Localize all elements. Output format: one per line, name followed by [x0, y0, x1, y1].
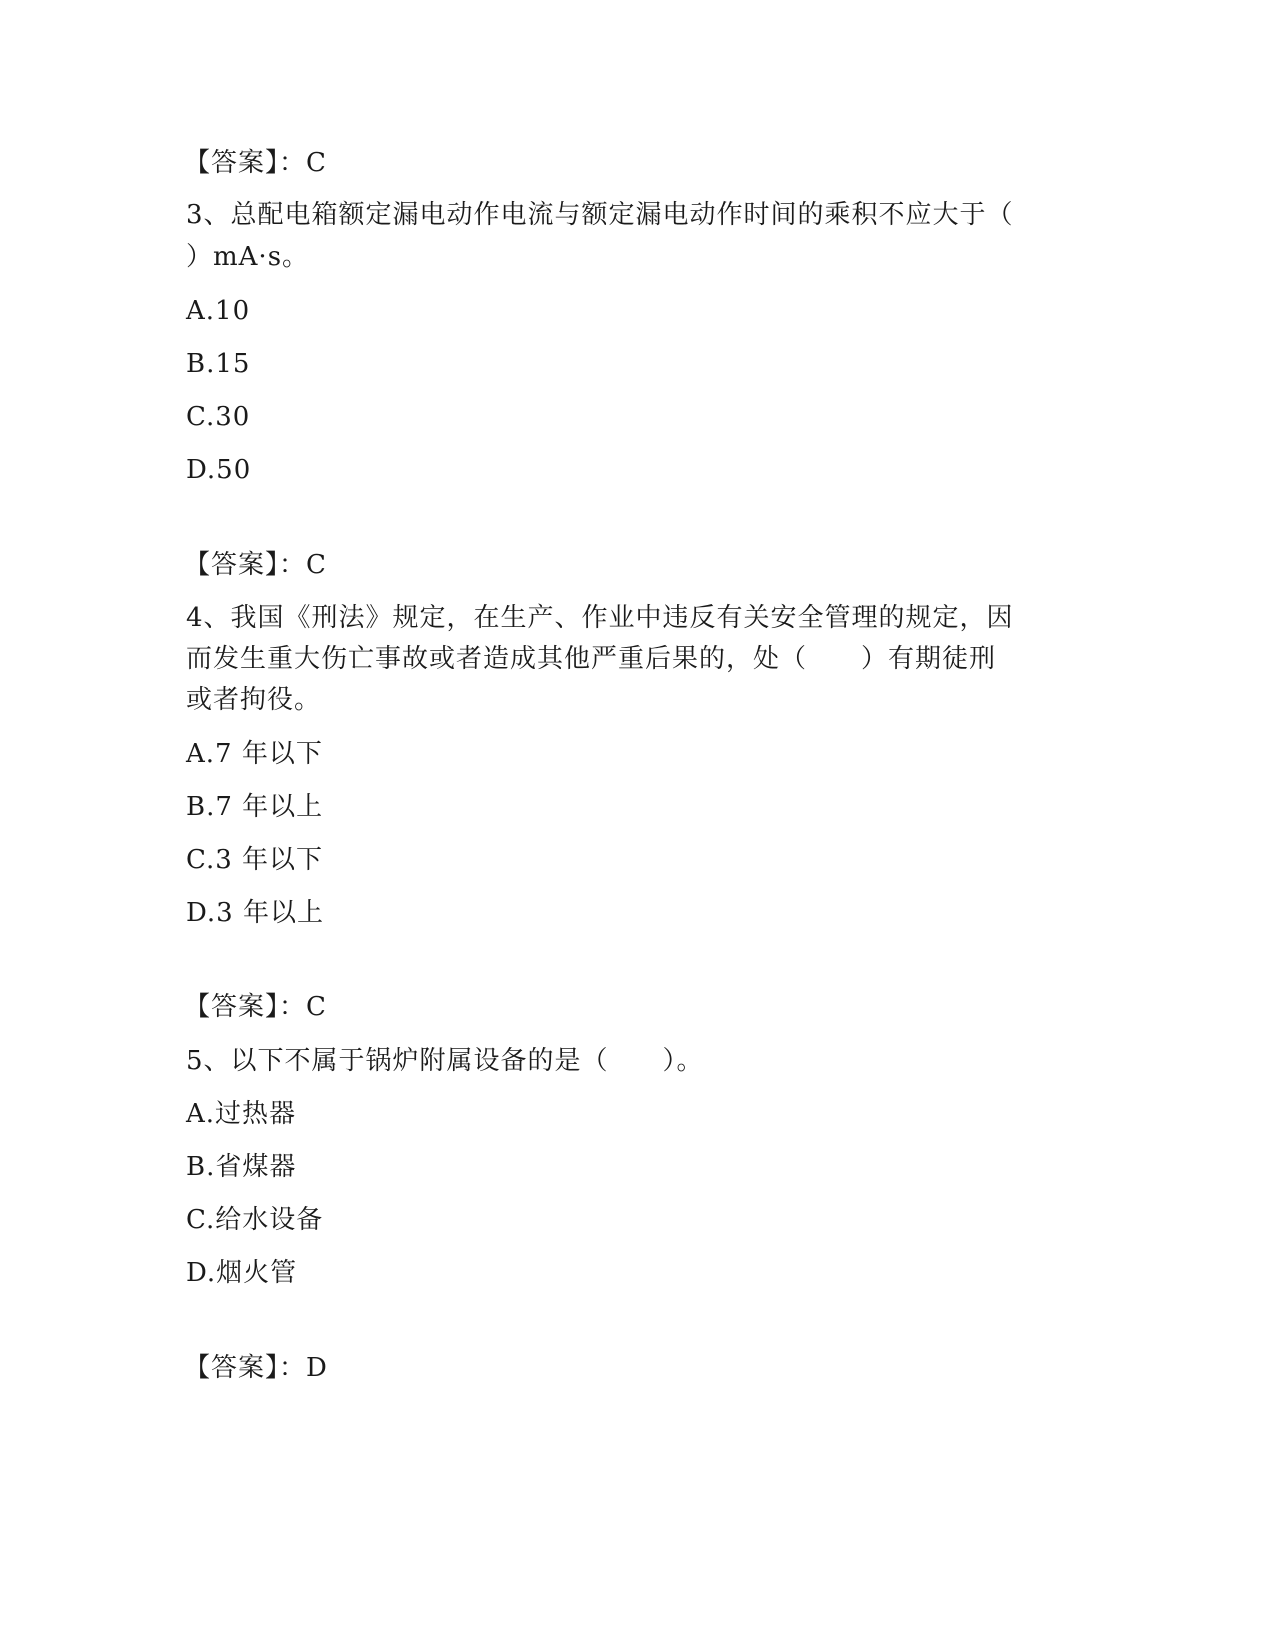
answer-value: C — [306, 992, 327, 1022]
question-5-option-a: A.过热器 — [186, 1099, 297, 1129]
answer-separator: ： — [279, 992, 307, 1022]
answer-separator: ： — [279, 550, 307, 580]
answer-value: C — [306, 148, 327, 178]
answer-separator: ： — [279, 1353, 307, 1383]
question-4-option-a: A.7 年以下 — [186, 739, 323, 769]
answer-label: 【答案】 — [184, 148, 280, 178]
question-3-option-a: A.10 — [186, 296, 251, 326]
question-4-stem-line-1: 4、我国《刑法》规定，在生产、作业中违反有关安全管理的规定，因 — [186, 603, 1014, 633]
question-4-option-b: B.7 年以上 — [186, 792, 324, 822]
question-3-option-d: D.50 — [186, 455, 252, 485]
answer-label: 【答案】 — [184, 992, 280, 1022]
question-3-option-c: C.30 — [186, 402, 251, 432]
answer-separator: ： — [279, 148, 307, 178]
question-3-stem-line-2: ）mA·s。 — [186, 242, 310, 272]
answer-line — [184, 992, 327, 1022]
answer-label: 【答案】 — [184, 1353, 280, 1383]
question-3-stem-line-1: 3、总配电箱额定漏电动作电流与额定漏电动作时间的乘积不应大于（ — [186, 200, 1014, 230]
answer-value: D — [306, 1353, 328, 1383]
question-4-stem-line-3: 或者拘役。 — [186, 685, 322, 715]
question-4-option-d: D.3 年以上 — [186, 898, 324, 928]
answer-line — [184, 550, 327, 580]
question-4-stem-line-2: 而发生重大伤亡事故或者造成其他严重后果的，处（ ）有期徒刑 — [186, 644, 997, 674]
question-4-option-c: C.3 年以下 — [186, 845, 324, 875]
question-5-option-d: D.烟火管 — [186, 1258, 298, 1288]
question-5-option-b: B.省煤器 — [186, 1152, 297, 1182]
answer-line — [184, 148, 327, 178]
answer-value: C — [306, 550, 327, 580]
question-3-option-b: B.15 — [186, 349, 251, 379]
answer-label: 【答案】 — [184, 550, 280, 580]
question-5-stem-line-1: 5、以下不属于锅炉附属设备的是（ ）。 — [186, 1046, 704, 1076]
answer-line — [184, 1353, 328, 1383]
question-5-option-c: C.给水设备 — [186, 1205, 324, 1235]
